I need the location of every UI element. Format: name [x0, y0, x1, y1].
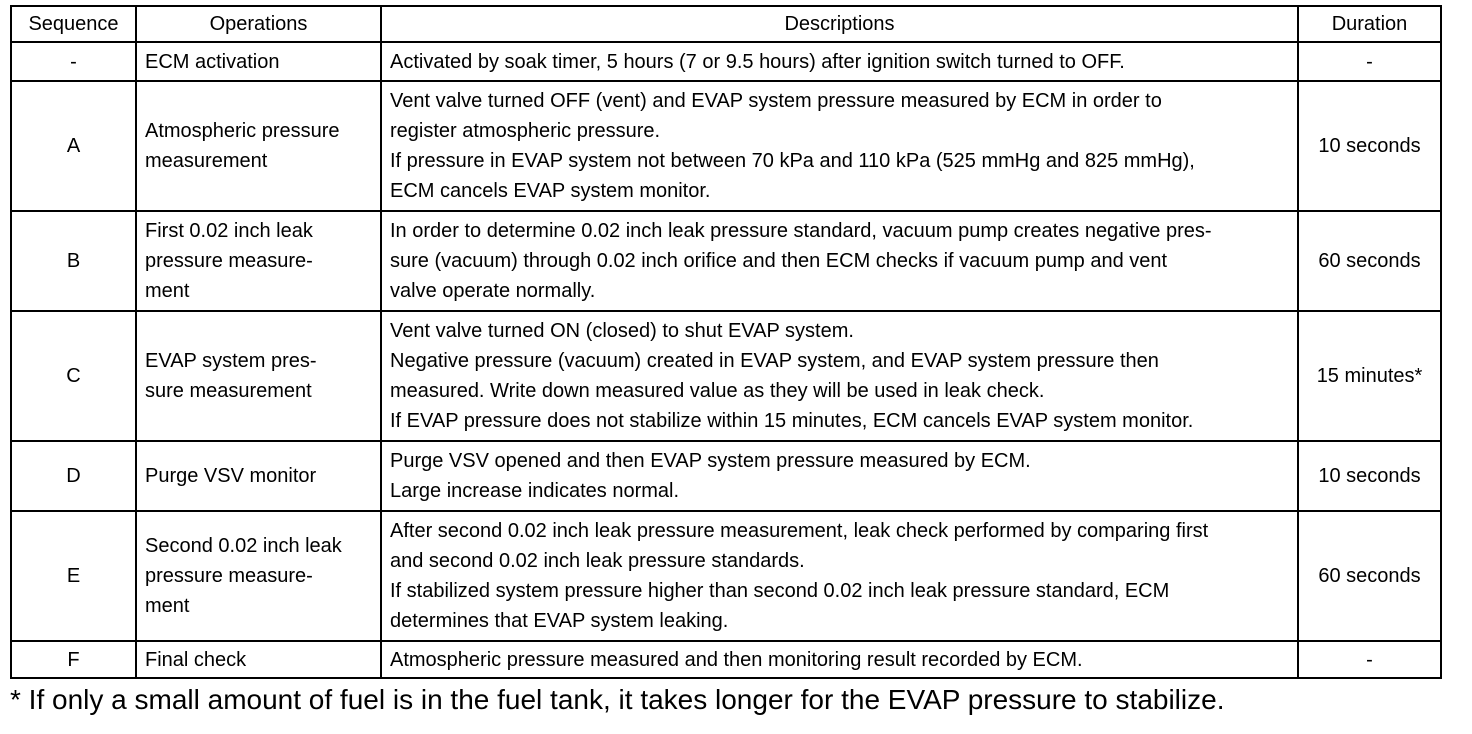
sequence-cell: C [11, 311, 136, 441]
description-cell [381, 441, 1298, 511]
sequence-cell: B [11, 211, 136, 311]
operation-cell [136, 81, 381, 211]
sequence-cell: D [11, 441, 136, 511]
description-line: Atmospheric pressure measured and then monitoring result recorded by ECM. [390, 648, 1083, 671]
table-row [11, 441, 1441, 511]
operation-cell [136, 311, 381, 441]
description-cell [381, 511, 1298, 641]
description-cell [381, 311, 1298, 441]
description-line: and second 0.02 inch leak pressure standards. [390, 550, 805, 572]
operation-line: ment [145, 280, 190, 302]
table-header-row [11, 6, 1441, 42]
operation-cell [136, 641, 381, 678]
operation-line: pressure measure- [145, 565, 313, 587]
description-line: If pressure in EVAP system not between 70 kPa and 110 kPa (525 mmHg and 825 mmHg), [390, 150, 1195, 172]
operation-cell [136, 441, 381, 511]
description-line: Vent valve turned OFF (vent) and EVAP system pressure measured by ECM in order to [390, 90, 1162, 112]
description-cell [381, 81, 1298, 211]
duration-cell: 10 seconds [1298, 441, 1441, 511]
description-line: In order to determine 0.02 inch leak pressure standard, vacuum pump creates negative pres- [390, 220, 1212, 242]
description-line: determines that EVAP system leaking. [390, 610, 729, 632]
table-row [11, 211, 1441, 311]
duration-cell: 10 seconds [1298, 81, 1441, 211]
sequence-cell: E [11, 511, 136, 641]
operation-line: sure measurement [145, 380, 312, 402]
operation-line: EVAP system pres- [145, 350, 317, 372]
operation-line: ECM activation [145, 50, 280, 73]
sequence-cell: F [11, 641, 136, 678]
operation-line: ment [145, 595, 190, 617]
description-line: Purge VSV opened and then EVAP system pressure measured by ECM. [390, 450, 1031, 472]
header-descriptions: Descriptions [381, 6, 1298, 42]
operation-cell [136, 511, 381, 641]
table-row [11, 641, 1441, 678]
operation-line: Atmospheric pressure [145, 120, 340, 142]
duration-cell: - [1298, 641, 1441, 678]
operation-cell [136, 42, 381, 81]
operation-line: First 0.02 inch leak [145, 220, 313, 242]
operation-line: Final check [145, 648, 247, 671]
sequence-cell: - [11, 42, 136, 81]
footnote: * If only a small amount of fuel is in the fuel tank, it takes longer for the EVAP pressure to stabilize. [10, 684, 1225, 715]
description-line: Large increase indicates normal. [390, 480, 680, 502]
operation-cell [136, 211, 381, 311]
duration-cell: 15 minutes* [1298, 311, 1441, 441]
description-line: Negative pressure (vacuum) created in EVAP system, and EVAP system pressure then [390, 350, 1159, 372]
description-cell [381, 211, 1298, 311]
description-line: sure (vacuum) through 0.02 inch orifice and then ECM checks if vacuum pump and vent [390, 250, 1168, 272]
description-line: measured. Write down measured value as they will be used in leak check. [390, 380, 1045, 402]
header-sequence: Sequence [11, 6, 136, 42]
description-cell [381, 641, 1298, 678]
operation-line: pressure measure- [145, 250, 313, 272]
header-duration: Duration [1298, 6, 1441, 42]
table-row [11, 42, 1441, 81]
description-line: ECM cancels EVAP system monitor. [390, 180, 711, 202]
evap-monitor-table [10, 5, 1442, 679]
description-line: After second 0.02 inch leak pressure measurement, leak check performed by comparing first [390, 520, 1209, 542]
table-row [11, 511, 1441, 641]
duration-cell: 60 seconds [1298, 511, 1441, 641]
description-line: If EVAP pressure does not stabilize within 15 minutes, ECM cancels EVAP system monitor. [390, 410, 1194, 432]
duration-cell: - [1298, 42, 1441, 81]
table-body [11, 42, 1441, 678]
description-line: register atmospheric pressure. [390, 120, 661, 142]
table-row [11, 81, 1441, 211]
operation-line: measurement [145, 150, 268, 172]
description-line: Activated by soak timer, 5 hours (7 or 9.5 hours) after ignition switch turned to OFF. [390, 50, 1125, 73]
operation-line: Purge VSV monitor [145, 465, 317, 487]
header-operations: Operations [136, 6, 381, 42]
description-line: Vent valve turned ON (closed) to shut EVAP system. [390, 320, 854, 342]
description-line: If stabilized system pressure higher than second 0.02 inch leak pressure standard, ECM [390, 580, 1170, 602]
duration-cell: 60 seconds [1298, 211, 1441, 311]
sequence-cell: A [11, 81, 136, 211]
table-row [11, 311, 1441, 441]
description-cell [381, 42, 1298, 81]
description-line: valve operate normally. [390, 280, 596, 302]
operation-line: Second 0.02 inch leak [145, 535, 342, 557]
